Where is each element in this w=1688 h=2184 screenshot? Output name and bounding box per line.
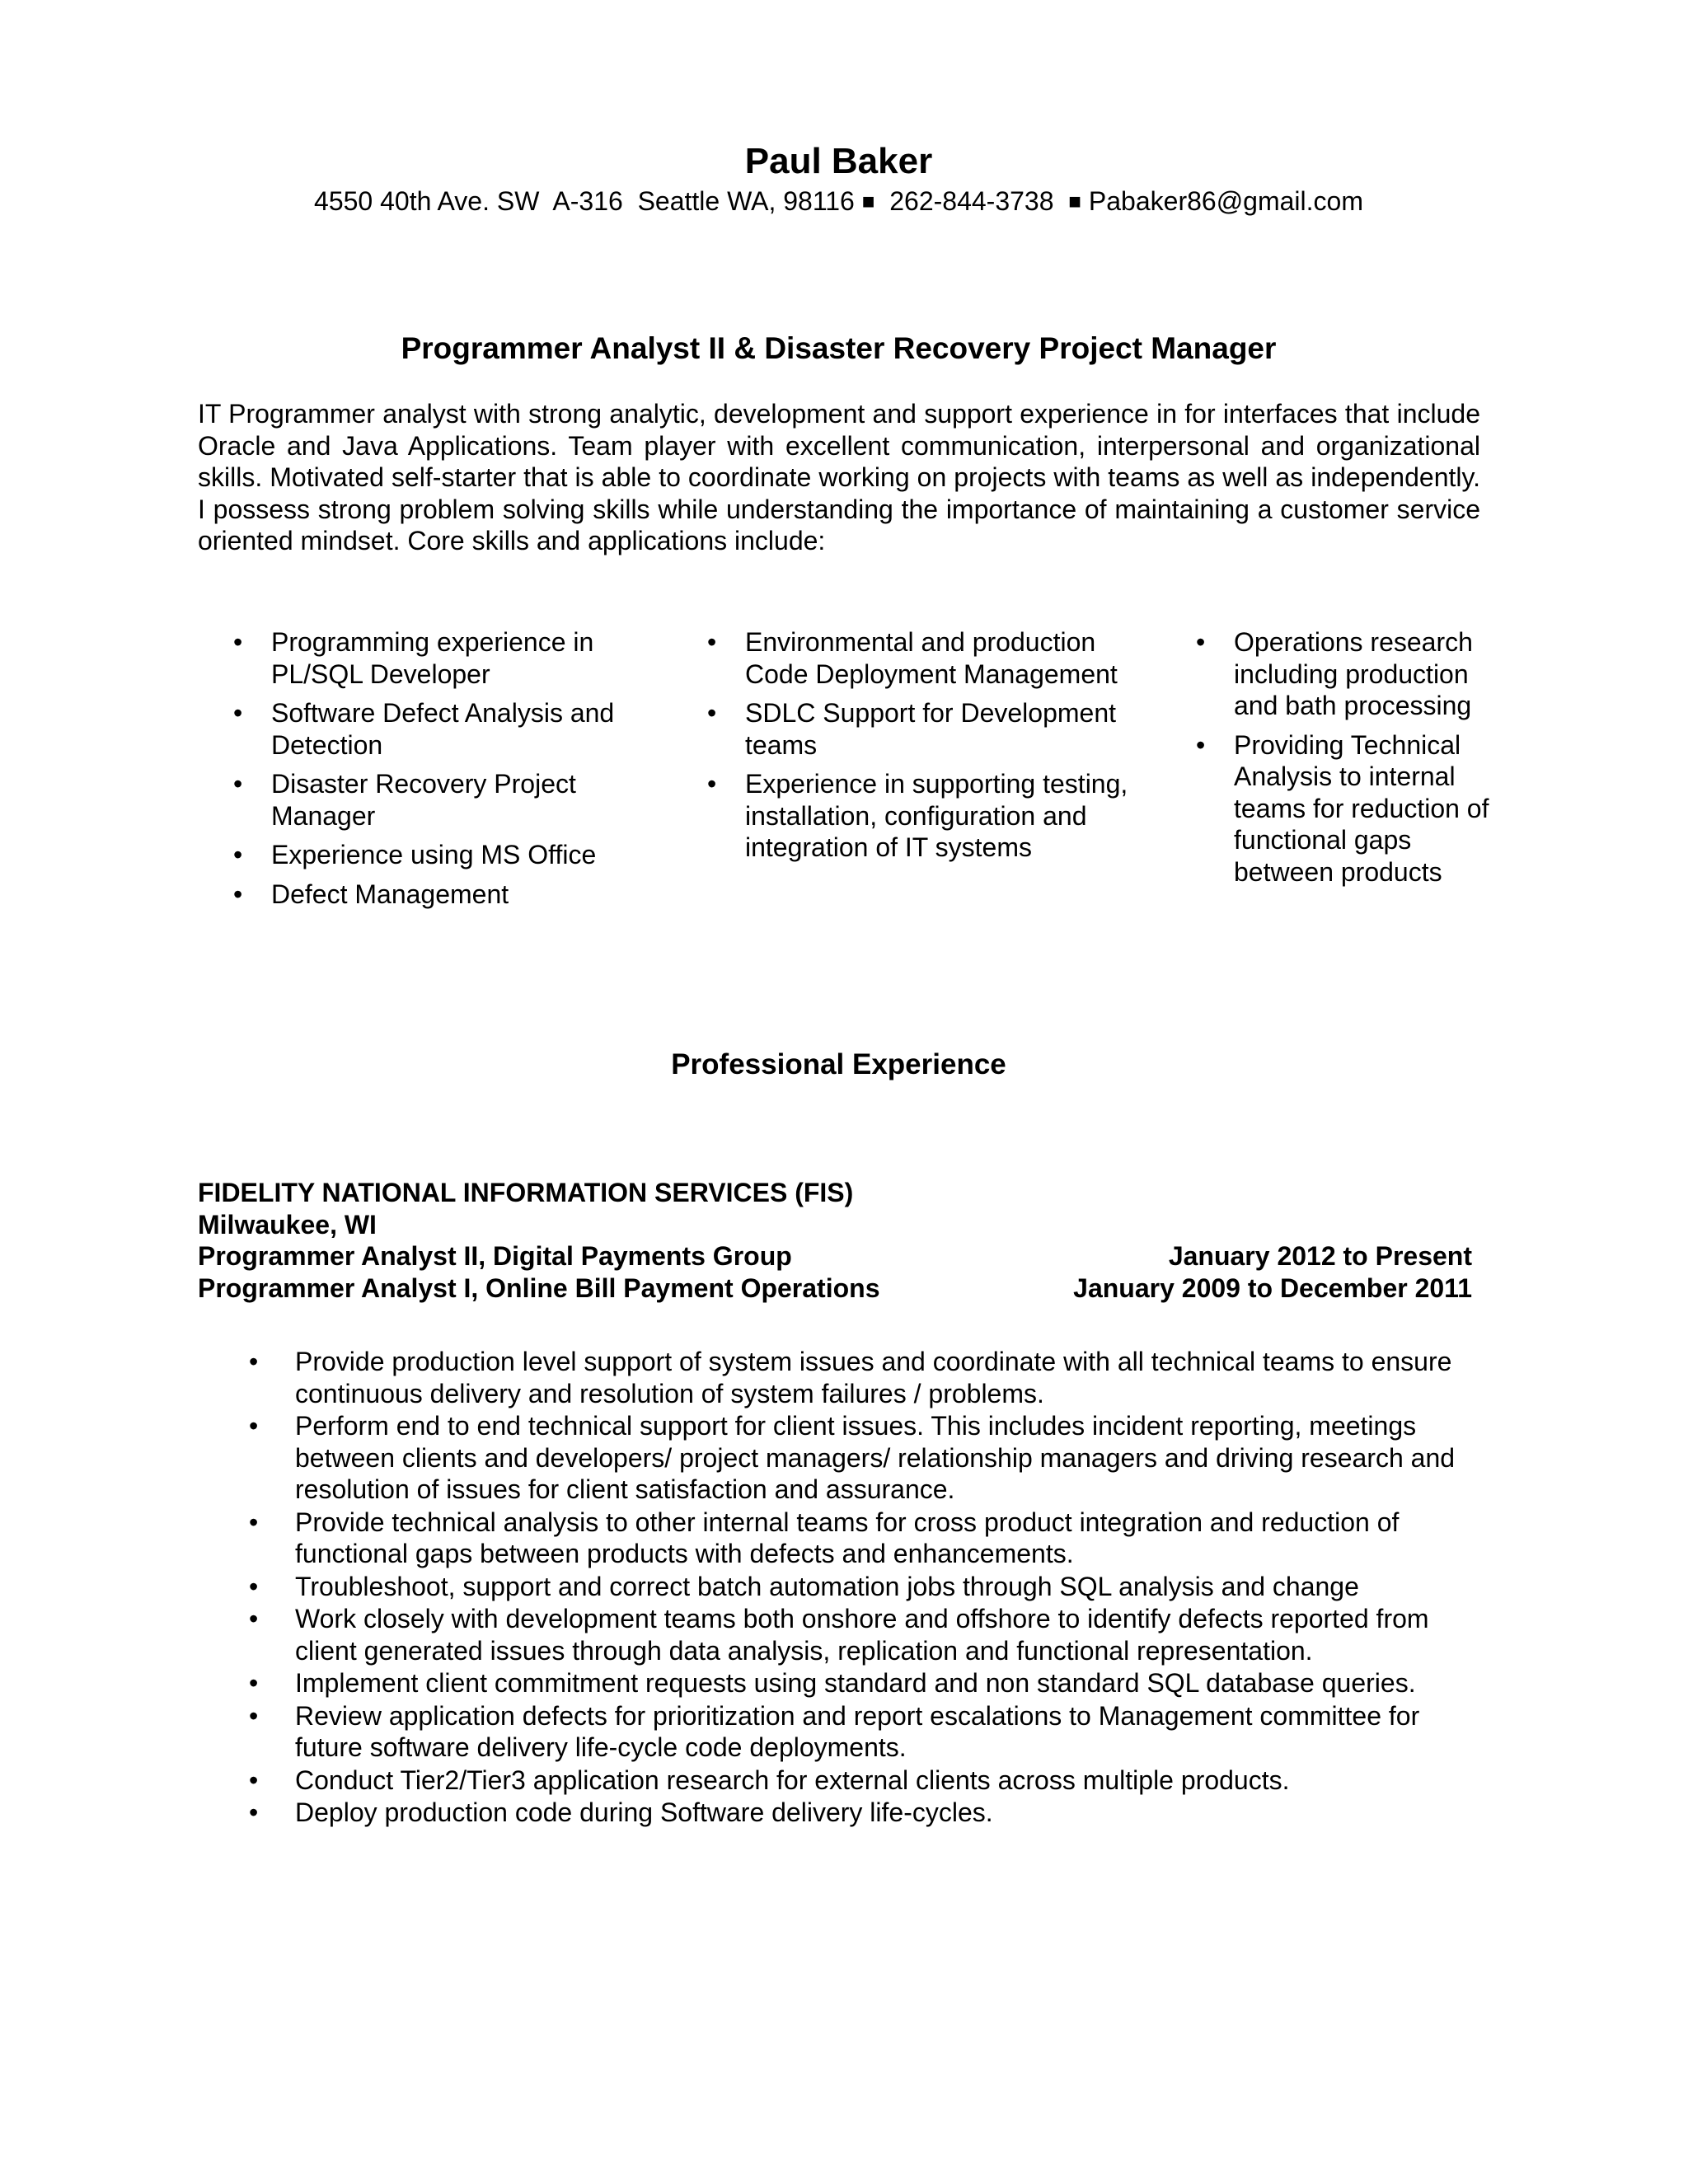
bullet-icon: • <box>1196 729 1206 760</box>
bullet-icon: • <box>1196 627 1206 657</box>
skill-item: • Providing Technical Analysis to internal teams for reduction of functional gaps between products <box>1196 729 1489 887</box>
role-dates: January 2009 to December 2011 <box>1073 1272 1472 1303</box>
bullet-icon: • <box>249 1571 259 1601</box>
bullet-icon: • <box>249 1668 259 1698</box>
contact-line <box>0 183 1677 221</box>
employer-header <box>198 1177 1472 1304</box>
skill-item: • Experience in supporting testing, installation, configuration and integration of IT systems <box>707 769 1128 862</box>
separator-square-icon: ■ <box>1068 189 1082 213</box>
skill-item: • Software Defect Analysis and Detection <box>233 698 615 760</box>
company-location: Milwaukee, WI <box>198 1209 377 1240</box>
address: 4550 40th Ave. SW A-316 Seattle WA, 98116 <box>314 186 855 216</box>
bullet-icon: • <box>233 840 243 869</box>
duty-item: • Implement client commitment requests using standard and non standard SQL database queries. <box>249 1668 1416 1698</box>
email: Pabaker86@gmail.com <box>1088 186 1363 216</box>
bullet-icon: • <box>249 1411 259 1441</box>
duty-item: • Perform end to end technical support for client issues. This includes incident reporting, meetings between clients and developers/ project managers/ relationship managers and driving research and resolution of issues for client satisfaction and assurance. <box>249 1411 1456 1504</box>
duty-item: • Review application defects for prioritization and report escalations to Management committee for future software delivery life-cycle code deployments. <box>249 1700 1420 1762</box>
summary-paragraph: IT Programmer analyst with strong analytic, development and support experience in for interfaces that include Oracle and Java Applications. Team player with excellent communication, interpersonal and organizational skills. Motivated self-starter that is able to coordinate working on projects with teams as well as independently. I possess strong problem solving skills while understanding the importance of maintaining a customer service oriented mindset. Core skills and applications include: <box>198 399 1480 555</box>
bullet-icon: • <box>249 1765 259 1795</box>
role-title: Programmer Analyst I, Online Bill Payment Operations <box>198 1272 880 1303</box>
duty-item: • Deploy production code during Software delivery life-cycles. <box>249 1797 993 1827</box>
bullet-icon: • <box>233 879 243 909</box>
phone: 262-844-3738 <box>889 186 1054 216</box>
professional-headline: Programmer Analyst II & Disaster Recovery Project Manager <box>401 331 1277 365</box>
bullet-icon: • <box>233 627 243 657</box>
duty-item: • Provide technical analysis to other internal teams for cross product integration and reduction of functional gaps between products with defects and enhancements. <box>249 1507 1400 1568</box>
candidate-name: Paul Baker <box>744 141 933 181</box>
skill-item: • Defect Management <box>233 879 509 909</box>
duty-item: • Conduct Tier2/Tier3 application research for external clients across multiple products. <box>249 1765 1290 1795</box>
bullet-icon: • <box>233 698 243 728</box>
skill-item: • Environmental and production Code Deployment Management <box>707 627 1118 689</box>
duty-item: • Work closely with development teams both onshore and offshore to identify defects reported from client generated issues through data analysis, replication and functional representation. <box>249 1604 1429 1666</box>
bullet-icon: • <box>707 627 717 657</box>
skill-item: • SDLC Support for Development teams <box>707 698 1116 760</box>
skill-item: • Disaster Recovery Project Manager <box>233 769 576 831</box>
company-name: FIDELITY NATIONAL INFORMATION SERVICES (FIS) <box>198 1178 854 1207</box>
bullet-icon: • <box>707 698 717 728</box>
bullet-icon: • <box>249 1604 259 1633</box>
role-title: Programmer Analyst II, Digital Payments Group <box>198 1241 792 1271</box>
skills-column-1 <box>233 626 659 917</box>
duties-list <box>249 1346 1482 1830</box>
duty-item: • Provide production level support of system issues and coordinate with all technical teams to ensure continuous delivery and resolution of system failures / problems. <box>249 1347 1452 1408</box>
bullet-icon: • <box>249 1797 259 1827</box>
skill-item: • Experience using MS Office <box>233 840 597 869</box>
skill-item: • Programming experience in PL/SQL Developer <box>233 627 594 689</box>
bullet-icon: • <box>707 769 717 799</box>
role-row <box>198 1240 1472 1272</box>
bullet-icon: • <box>233 769 243 799</box>
skills-column-3 <box>1196 626 1506 895</box>
role-row <box>198 1272 1472 1305</box>
experience-section-title: Professional Experience <box>671 1048 1006 1080</box>
skill-item: • Operations research including production and bath processing <box>1196 627 1473 720</box>
bullet-icon: • <box>249 1700 259 1731</box>
bullet-icon: • <box>249 1507 259 1537</box>
bullet-icon: • <box>249 1347 259 1376</box>
separator-square-icon: ■ <box>861 189 875 213</box>
role-dates: January 2012 to Present <box>1168 1241 1472 1271</box>
duty-item: • Troubleshoot, support and correct batch automation jobs through SQL analysis and change <box>249 1571 1359 1601</box>
skills-column-2 <box>707 626 1149 871</box>
